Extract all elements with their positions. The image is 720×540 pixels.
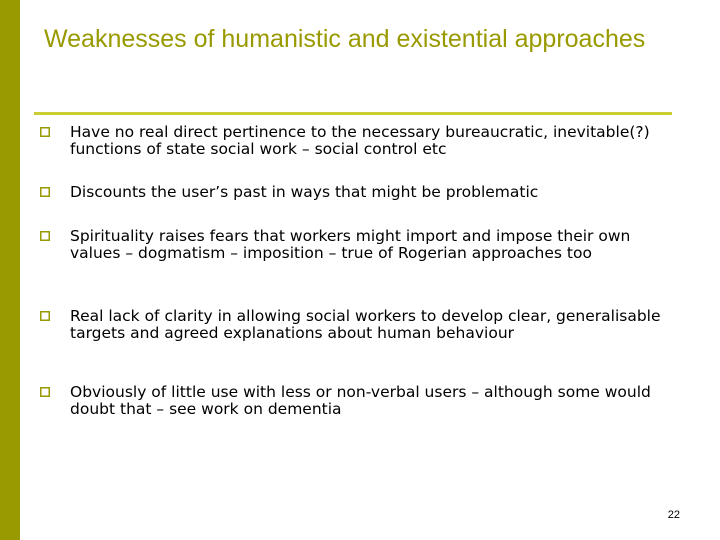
hollow-square-icon <box>40 231 50 241</box>
left-accent-bar <box>0 0 20 540</box>
hollow-square-icon <box>40 127 50 137</box>
bullet-text: Discounts the user’s past in ways that might be problematic <box>70 183 539 201</box>
hollow-square-icon <box>40 387 50 397</box>
slide-title: Weaknesses of humanistic and existential approaches <box>44 25 646 53</box>
bullet-text: Real lack of clarity in allowing social workers to develop clear, generalisable targets and agreed explanations about human behaviour <box>70 307 661 342</box>
hollow-square-icon <box>40 187 50 197</box>
bullet-text: Obviously of little use with less or non-verbal users – although some would doubt that – see work on dementia <box>70 383 651 418</box>
hollow-square-icon <box>40 311 50 321</box>
page-number: 22 <box>667 509 680 521</box>
title-divider <box>34 112 672 115</box>
bullet-text: Have no real direct pertinence to the necessary bureaucratic, inevitable(?) functions of state social work – social control etc <box>70 123 650 158</box>
bullet-text: Spirituality raises fears that workers might import and impose their own values – dogmatism – imposition – true of Rogerian approaches too <box>70 227 631 262</box>
